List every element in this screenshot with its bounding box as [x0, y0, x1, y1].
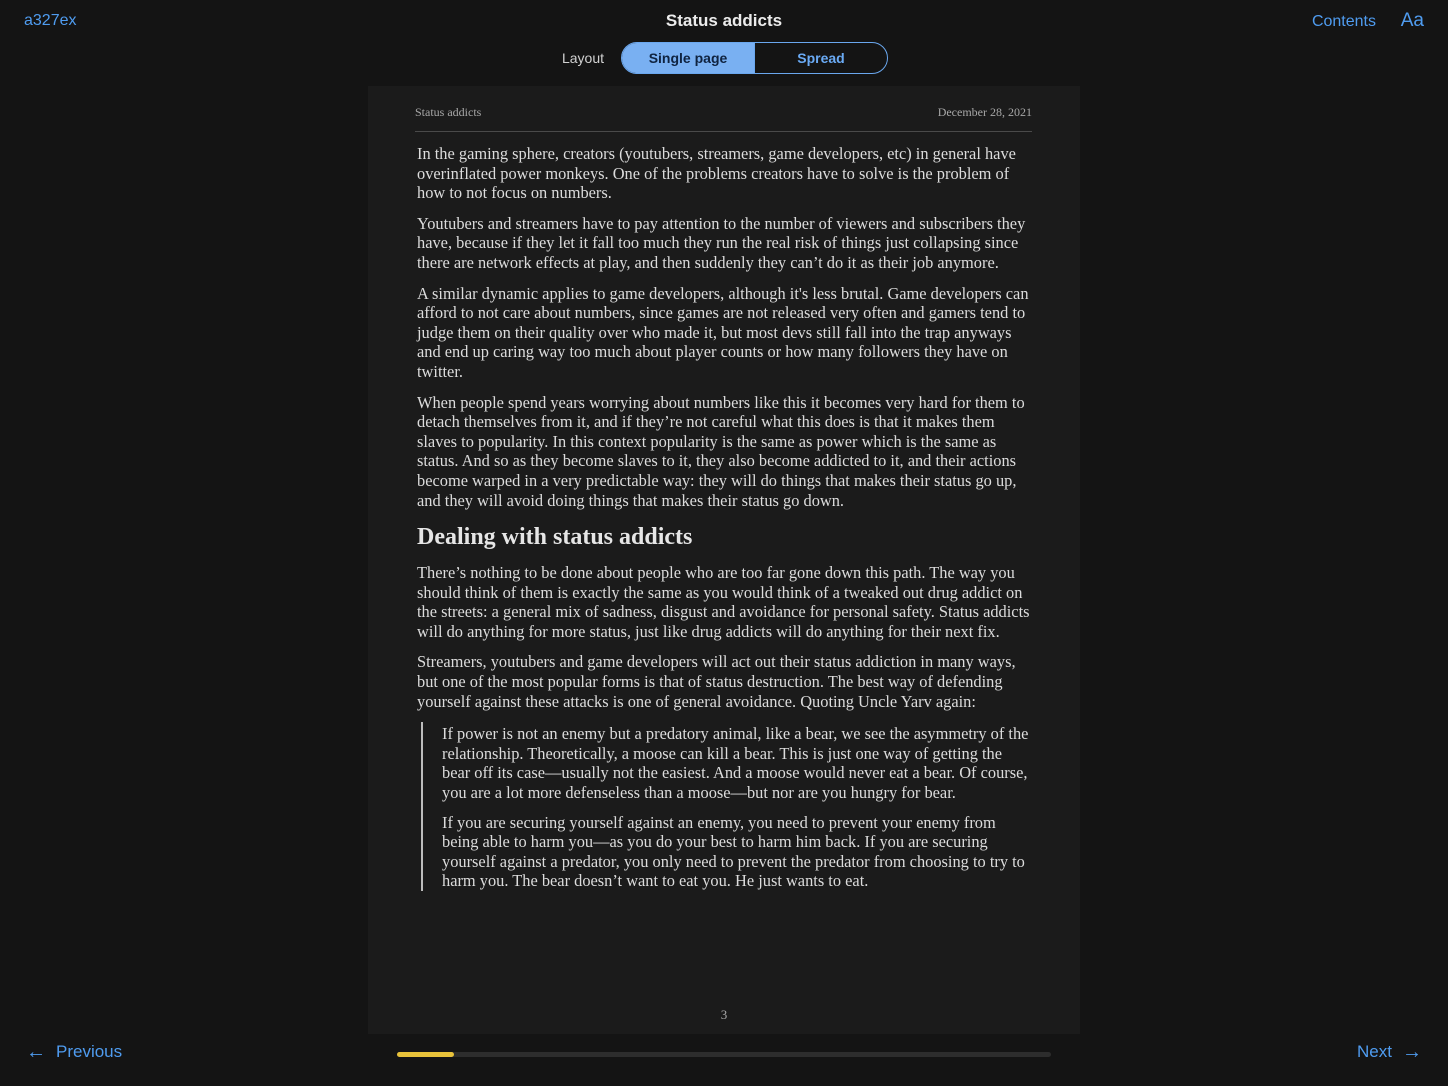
- quote-paragraph: If you are securing yourself against an enemy, you need to prevent your enemy from being able to harm you—as you do your best to harm him back. If you are securing yourself against a predator, you only need to prevent the predator from choosing to try to harm you. The bear doesn’t want to eat you. He just wants to eat.: [442, 812, 1025, 891]
- contents-button[interactable]: Contents: [1311, 13, 1376, 30]
- running-header-title: Status addicts: [415, 105, 482, 119]
- previous-button[interactable]: [26, 1042, 122, 1062]
- page-title: Status addicts: [665, 11, 783, 30]
- article-body: [417, 144, 1032, 891]
- reader-page: [368, 86, 1080, 1034]
- layout-segmented-control: [621, 42, 888, 74]
- section-heading: Dealing with status addicts: [417, 524, 693, 551]
- arrow-left-icon: ←: [26, 1041, 46, 1063]
- font-settings-button[interactable]: Aa: [1400, 10, 1424, 31]
- next-button[interactable]: [1357, 1042, 1422, 1062]
- paragraph: There’s nothing to be done about people who are too far gone down this path. The way you should think of them is exactly the same as you would think of a tweaked out drug addict on the streets: a general mix of sadness, disgust and avoidance for personal safety. Status addicts will do anything for more status, just like drug addicts will do anything for their next fix.: [417, 563, 1030, 641]
- single-page-option[interactable]: Single page: [622, 43, 754, 73]
- quote-paragraph: If power is not an enemy but a predatory animal, like a bear, we see the asymmetry of the relationship. Theoretically, a moose can kill a bear. This is just one way of getting the bear off its case—usually not the easiest. And a moose would never eat a bear. Of course, you are a lot more defenseless than a moose—but nor are you hungry for bear.: [442, 724, 1029, 803]
- previous-label: Previous: [56, 1042, 123, 1061]
- page-number: 3: [720, 1007, 728, 1022]
- arrow-right-icon: →: [1402, 1041, 1422, 1063]
- top-bar: [0, 0, 1448, 44]
- reading-progress-fill: [397, 1052, 454, 1057]
- reading-progress-bar: [397, 1052, 1051, 1057]
- running-header-date: December 28, 2021: [937, 105, 1032, 119]
- paragraph: Streamers, youtubers and game developers will act out their status addiction in many ways, but one of the most popular forms is that of status destruction. The best way of defending yourself against these attacks is one of general avoidance. Quoting Uncle Yarv again:: [417, 652, 1016, 711]
- paragraph: A similar dynamic applies to game developers, although it's less brutal. Game developers can afford to not care about numbers, since games are not released very often and gamers tend to judge them on their quality over who made it, but most devs still fall into the trap anyways and end up caring way too much about player counts or how many followers they have on twitter.: [417, 283, 1029, 381]
- layout-label: Layout: [561, 50, 605, 66]
- author-link[interactable]: a327ex: [24, 12, 77, 29]
- running-header: [415, 105, 1032, 132]
- paragraph: Youtubers and streamers have to pay attention to the number of viewers and subscribers they have, because if they let it fall too much they run the real risk of things just collapsing since there are network effects at play, and then suddenly they can’t do it as their job anymore.: [417, 213, 1026, 272]
- paragraph: When people spend years worrying about numbers like this it becomes very hard for them to detach themselves from it, and if they’re not careful what this does is that it makes them slaves to popularity. In this context popularity is the same as power which is the same as status. And so as they become slaves to it, they also become addicted to it, and their actions become warped in a very predictable way: they will do things that makes their status go up, and they will avoid doing things that makes their status go down.: [417, 392, 1025, 510]
- next-label: Next: [1357, 1042, 1392, 1061]
- paragraph: In the gaming sphere, creators (youtubers, streamers, game developers, etc) in general have overinflated power monkeys. One of the problems creators have to solve is the problem of how to not focus on numbers.: [417, 144, 1016, 203]
- blockquote: [421, 722, 1032, 891]
- spread-option[interactable]: Spread: [754, 43, 887, 73]
